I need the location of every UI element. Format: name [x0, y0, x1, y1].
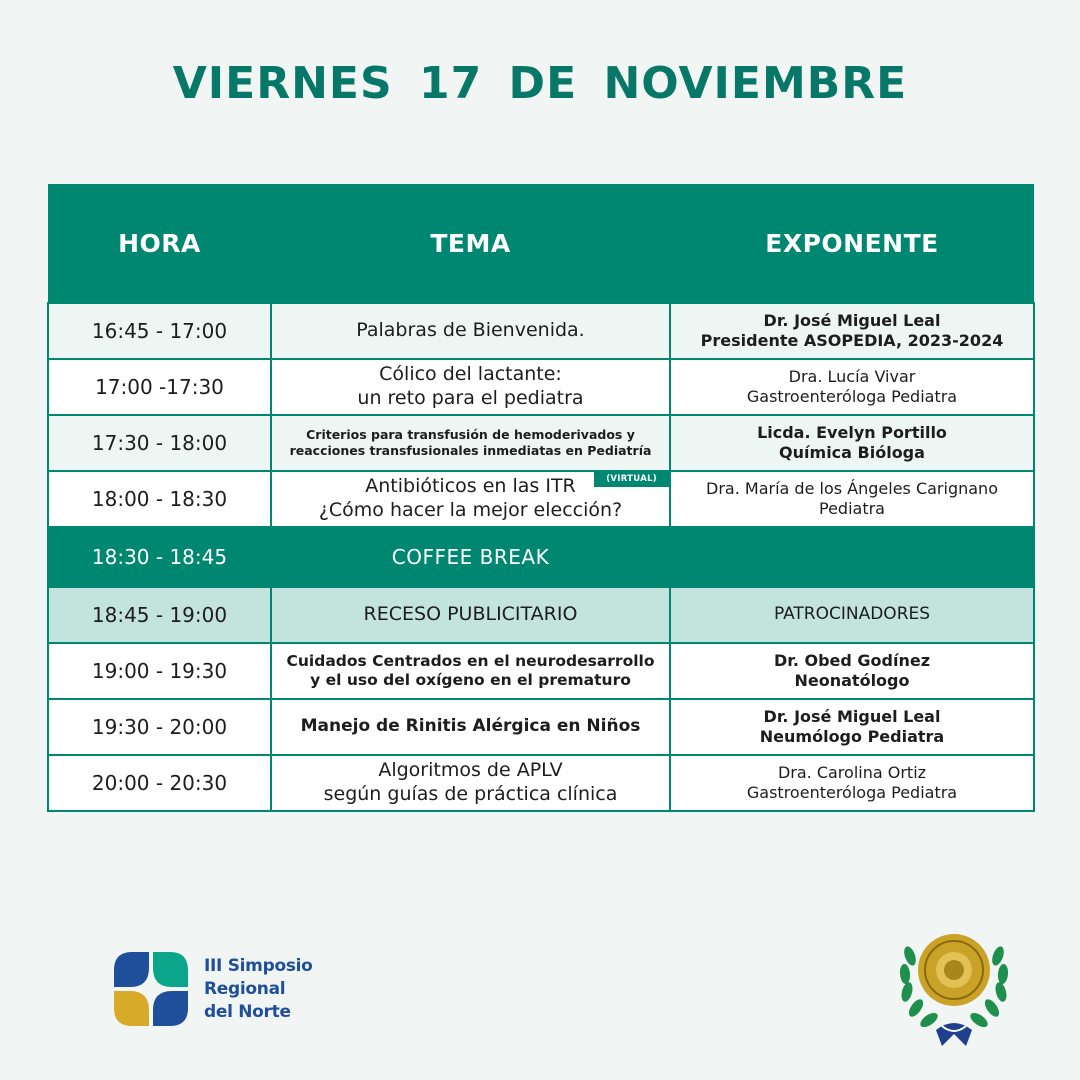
row-time: 17:00 -17:30: [48, 359, 271, 415]
row-tema: Cuidados Centrados en el neurodesarrollo y el uso del oxígeno en el prematuro: [271, 643, 670, 699]
row-time: 19:30 - 20:00: [48, 699, 271, 755]
row-time: 18:00 - 18:30: [48, 471, 271, 527]
row-tema: Criterios para transfusión de hemoderivados y reacciones transfusionales inmediatas en Pediatría: [271, 415, 670, 471]
row-tema: Manejo de Rinitis Alérgica en Niños: [271, 699, 670, 755]
header-exponente: EXPONENTE: [670, 184, 1034, 303]
row-exponente: Dra. Lucía Vivar Gastroenteróloga Pediatra: [670, 359, 1034, 415]
receso-label: RECESO PUBLICITARIO: [271, 587, 670, 643]
row-exponente: Dra. Carolina Ortiz Gastroenteróloga Pediatra: [670, 755, 1034, 811]
table-row: [48, 699, 1034, 755]
table-row: [48, 359, 1034, 415]
row-time: 20:00 - 20:30: [48, 755, 271, 811]
row-time: 18:45 - 19:00: [48, 587, 271, 643]
row-exponente: Dr. José Miguel Leal Presidente ASOPEDIA, 2023-2024: [670, 303, 1034, 359]
asopedia-seal: [896, 926, 1012, 1052]
table-row: [48, 471, 1034, 527]
logo-line-1: III Simposio: [204, 956, 313, 976]
row-time: 19:00 - 19:30: [48, 643, 271, 699]
row-exponente-empty: [670, 527, 1034, 587]
table-row: [48, 303, 1034, 359]
asopedia-seal-laurel-icon: [896, 926, 1012, 1052]
row-time: 18:30 - 18:45: [48, 527, 271, 587]
table-row: [48, 755, 1034, 811]
row-time: 16:45 - 17:00: [48, 303, 271, 359]
page-title: VIERNES 17 DE NOVIEMBRE: [172, 58, 908, 109]
patrocinadores-label: PATROCINADORES: [670, 587, 1034, 643]
table-row: [48, 415, 1034, 471]
header-tema: TEMA: [271, 184, 670, 303]
table-row: [48, 643, 1034, 699]
coffee-break-label: COFFEE BREAK: [271, 527, 670, 587]
table-header-row: [48, 184, 1034, 303]
row-exponente: Licda. Evelyn Portillo Química Bióloga: [670, 415, 1034, 471]
row-tema: Algoritmos de APLV según guías de práctica clínica: [271, 755, 670, 811]
row-tema: Cólico del lactante: un reto para el pediatra: [271, 359, 670, 415]
coffee-break-row: [48, 527, 1034, 587]
row-tema: (VIRTUAL) Antibióticos en las ITR ¿Cómo hacer la mejor elección?: [271, 471, 670, 527]
row-time: 17:30 - 18:00: [48, 415, 271, 471]
receso-row: [48, 587, 1034, 643]
four-petal-logo-icon: [112, 950, 190, 1028]
simposio-logo: [112, 950, 342, 1030]
virtual-badge: (VIRTUAL): [594, 472, 669, 487]
logo-line-3: del Norte: [204, 1002, 291, 1022]
row-exponente: Dr. José Miguel Leal Neumólogo Pediatra: [670, 699, 1034, 755]
schedule-table: [47, 184, 1035, 812]
row-exponente: Dr. Obed Godínez Neonatólogo: [670, 643, 1034, 699]
logo-line-2: Regional: [204, 979, 286, 999]
row-exponente: Dra. María de los Ángeles Carignano Pediatra: [670, 471, 1034, 527]
row-tema: Palabras de Bienvenida.: [271, 303, 670, 359]
header-hora: HORA: [48, 184, 271, 303]
